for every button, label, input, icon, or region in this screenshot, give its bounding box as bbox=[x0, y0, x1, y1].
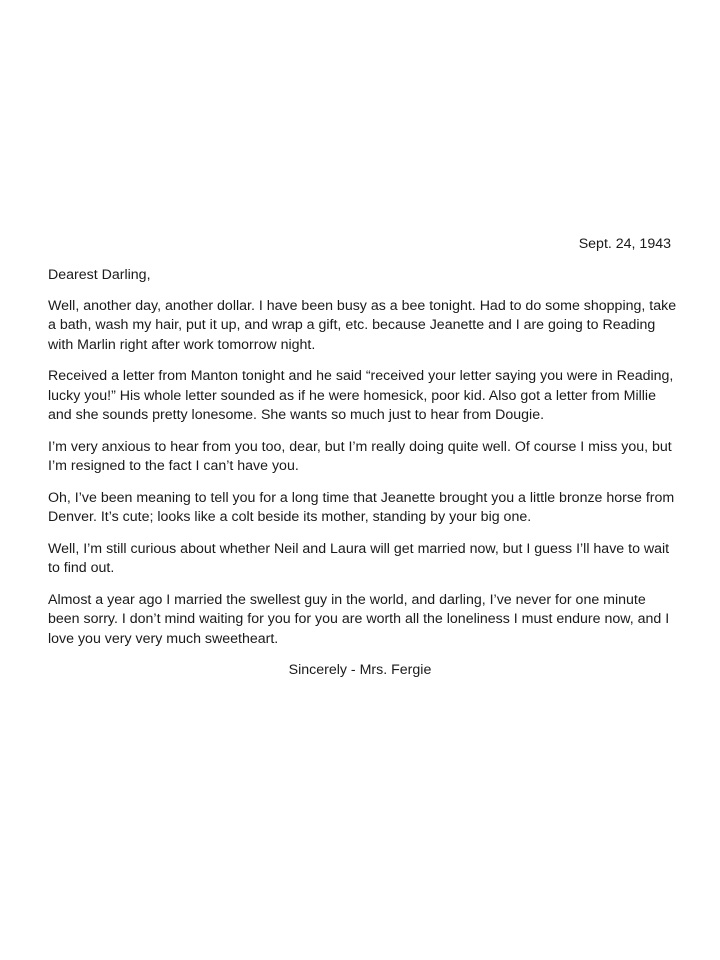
letter-date: Sept. 24, 1943 bbox=[578, 236, 671, 252]
letter-paragraph: Well, I’m still curious about whether Neil and Laura will get married now, but I guess I’ll have to wait to find out. bbox=[48, 540, 670, 576]
letter-paragraph: I’m very anxious to hear from you too, dear, but I’m really doing quite well. Of course I miss you, but I’m resigned to the fact I can’t have you. bbox=[48, 438, 672, 474]
letter-paragraph: Received a letter from Manton tonight and he said “received your letter saying you were in Reading, lucky you!” His whole letter sounded as if he were homesick, poor kid. Also got a letter from Millie and she sounds pretty lonesome. She wants so much just to hear from Dougie. bbox=[48, 368, 674, 423]
letter-paragraph: Almost a year ago I married the swellest guy in the world, and darling, I’ve never for one minute been sorry. I don’t mind waiting for you for you are worth all the loneliness I must endure now, and I love you very very much sweetheart. bbox=[48, 591, 670, 647]
letter-closing: Sincerely - Mrs. Fergie bbox=[288, 662, 432, 678]
letter-greeting: Dearest Darling, bbox=[48, 267, 151, 283]
letter-paragraph: Well, another day, another dollar. I have been busy as a bee tonight. Had to do some shopping, take a bath, wash my hair, put it up, and wrap a gift, etc. because Jeanette and I are going to Reading with Marlin right after work tomorrow night. bbox=[48, 297, 677, 353]
letter-paragraph: Oh, I’ve been meaning to tell you for a long time that Jeanette brought you a little bronze horse from Denver. It’s cute; looks like a colt beside its mother, standing by your big one. bbox=[48, 489, 675, 525]
letter-body bbox=[48, 266, 678, 681]
